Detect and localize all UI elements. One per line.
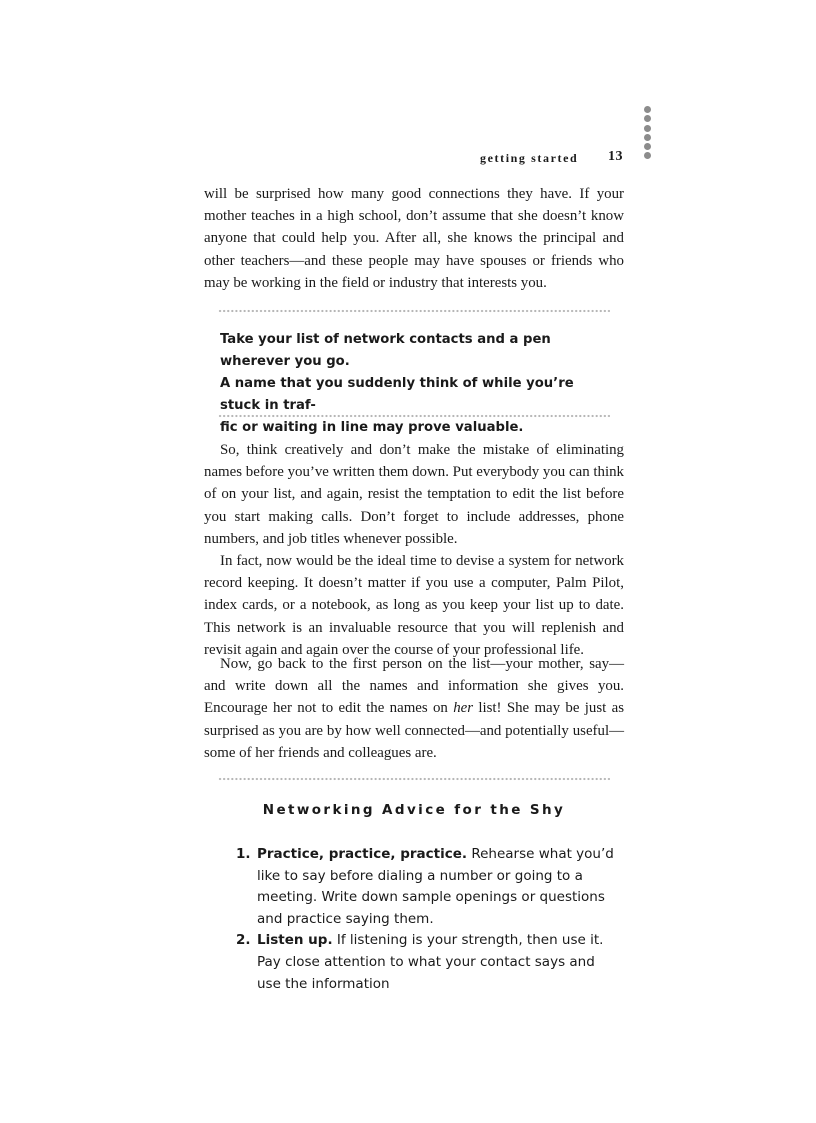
tip-line: Take your list of network contacts and a pen wherever you go. [220,332,551,369]
margin-dot [644,125,651,132]
paragraph-text: list! She may be just as surprised as you are by how well connected—and potentially useful—some of her friends and colleagues are. [204,700,624,761]
body-paragraph-1: So, think creatively and don’t make the mistake of eliminating names before you’ve written them down. Put everybody you can think of on your list, and again, resist the temptation to edit the list before you start making calls. Don’t forget to include addresses, phone numbers, and job titles whenever possible. [204,442,624,547]
tip-box [220,329,614,439]
margin-dot [644,134,651,141]
body-paragraph-3 [204,653,624,764]
body-paragraph-2: In fact, now would be the ideal time to devise a system for network record keeping. It doesn’t matter if you use a computer, Palm Pilot, index cards, or a notebook, as long as you keep your list up to date. This network is an invaluable resource that you will replenish and revisit again and again over the course of your professional life. [204,553,624,658]
item-number: 2. [236,932,251,949]
item-text: If listening is your strength, then use it. Pay close attention to what your contact says and use the information [257,932,604,992]
dotted-divider-middle [218,414,610,418]
item-lead: Practice, practice, practice. [257,846,468,862]
margin-dot [644,143,651,150]
page-number: 13 [608,149,623,164]
intro-paragraph: will be surprised how many good connections they have. If your mother teaches in a high school, don’t assume that she doesn’t know anyone that could help you. After all, she knows the principal and other teachers—and these people may have spouses or friends who may be working in the field or industry that interests you. [204,186,624,291]
running-header [470,150,626,168]
paragraph-text: Now, go back to the first person on the list—your mother, say—and write down all the names and information she gives you. Encourage her not to edit the names on [204,656,624,717]
dotted-divider-bottom [218,777,610,781]
emphasis-her: her [453,700,474,717]
sidebar-title: Networking Advice for the Shy [262,802,566,818]
item-text: Rehearse what you’d like to say before dialing a number or going to a meeting. Write down sample openings or questions and practice saying them. [257,846,614,927]
margin-dot [644,115,651,122]
running-title: getting started [480,151,579,165]
item-number: 1. [236,846,251,862]
advice-list [236,844,616,995]
item-lead: Listen up. [257,932,333,949]
dotted-divider-top [218,309,610,313]
advice-item [236,930,616,995]
tip-line: A name that you suddenly think of while you’re stuck in traf- [220,376,574,413]
advice-item [236,844,616,930]
margin-dot [644,106,651,113]
margin-dot-column [644,106,652,162]
margin-dot [644,152,651,159]
tip-line: fic or waiting in line may prove valuable. [220,420,524,435]
